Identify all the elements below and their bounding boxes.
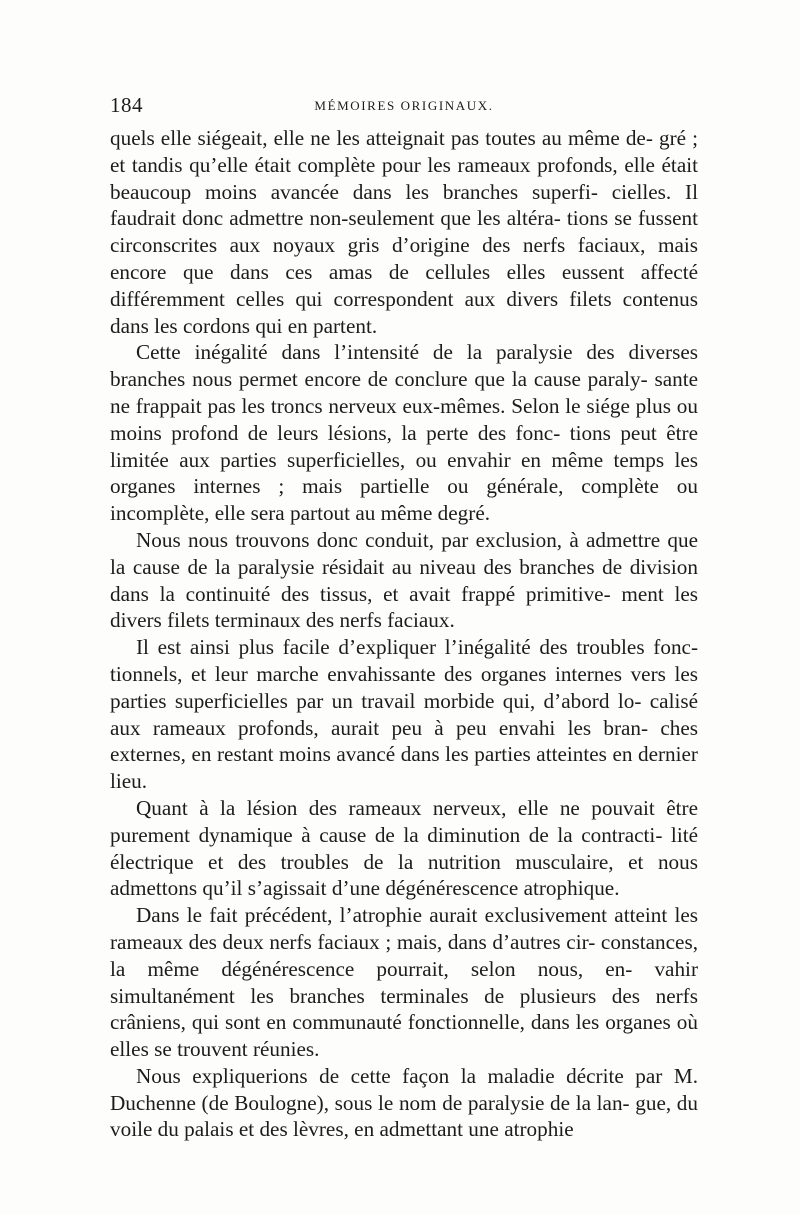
running-head: MÉMOIRES ORIGINAUX. [314, 98, 494, 113]
paragraph-2: Cette inégalité dans l’intensité de la paralysie des diverses branches nous permet encore de conclure que la cause paraly- sante ne frappait pas les troncs nerveux eux-mêmes. Selon le siége plus ou moins profond de leurs lésions, la perte des fonc- tions peut être limitée aux parties superficielles, ou envahir en même temps les organes internes ; mais partielle ou générale, complète ou incomplète, elle sera partout au même degré. [110, 340, 698, 526]
body-text [110, 125, 698, 1143]
paragraph-1: quels elle siégeait, elle ne les atteignait pas toutes au même de- gré ; et tandis qu’elle était complète pour les rameaux profonds, elle était beaucoup moins avancée dans les branches superfi- cielles. Il faudrait donc admettre non-seulement que les altéra- tions se fussent circonscrites aux noyaux gris d’origine des nerfs faciaux, mais encore que dans ces amas de cellules elles eussent affecté différemment celles qui correspondent aux divers filets contenus dans les cordons qui en partent. [110, 126, 698, 338]
paragraph-7: Nous expliquerions de cette façon la maladie décrite par M. Duchenne (de Boulogne), sous le nom de paralysie de la lan- gue, du voile du palais et des lèvres, en admettant une atrophie [110, 1063, 698, 1142]
paragraph-4: Il est ainsi plus facile d’expliquer l’inégalité des troubles fonc- tionnels, et leur marche envahissante des organes internes vers les parties superficielles par un travail morbide qui, d’abord lo- calisé aux rameaux profonds, aurait peu à peu envahi les bran- ches externes, en restant moins avancé dans les parties atteintes en dernier lieu. [110, 635, 698, 794]
paragraph-3: Nous nous trouvons donc conduit, par exclusion, à admettre que la cause de la paralysie résidait au niveau des branches de division dans la continuité des tissus, et avait frappé primitive- ment les divers filets terminaux des nerfs faciaux. [110, 527, 698, 633]
page-header [110, 93, 698, 119]
paragraph-5: Quant à la lésion des rameaux nerveux, elle ne pouvait être purement dynamique à cause de la diminution de la contracti- lité électrique et des troubles de la nutrition musculaire, et nous admettons qu’il s’agissait d’une dégénérescence atrophique. [110, 795, 698, 901]
paragraph-6: Dans le fait précédent, l’atrophie aurait exclusivement atteint les rameaux des deux nerfs faciaux ; mais, dans d’autres cir- constances, la même dégénérescence pourrait, selon nous, en- vahir simultanément les branches terminales de plusieurs des nerfs crâniens, qui sont en communauté fonctionnelle, dans les organes où elles se trouvent réunies. [110, 903, 698, 1062]
page-number: 184 [110, 93, 143, 117]
